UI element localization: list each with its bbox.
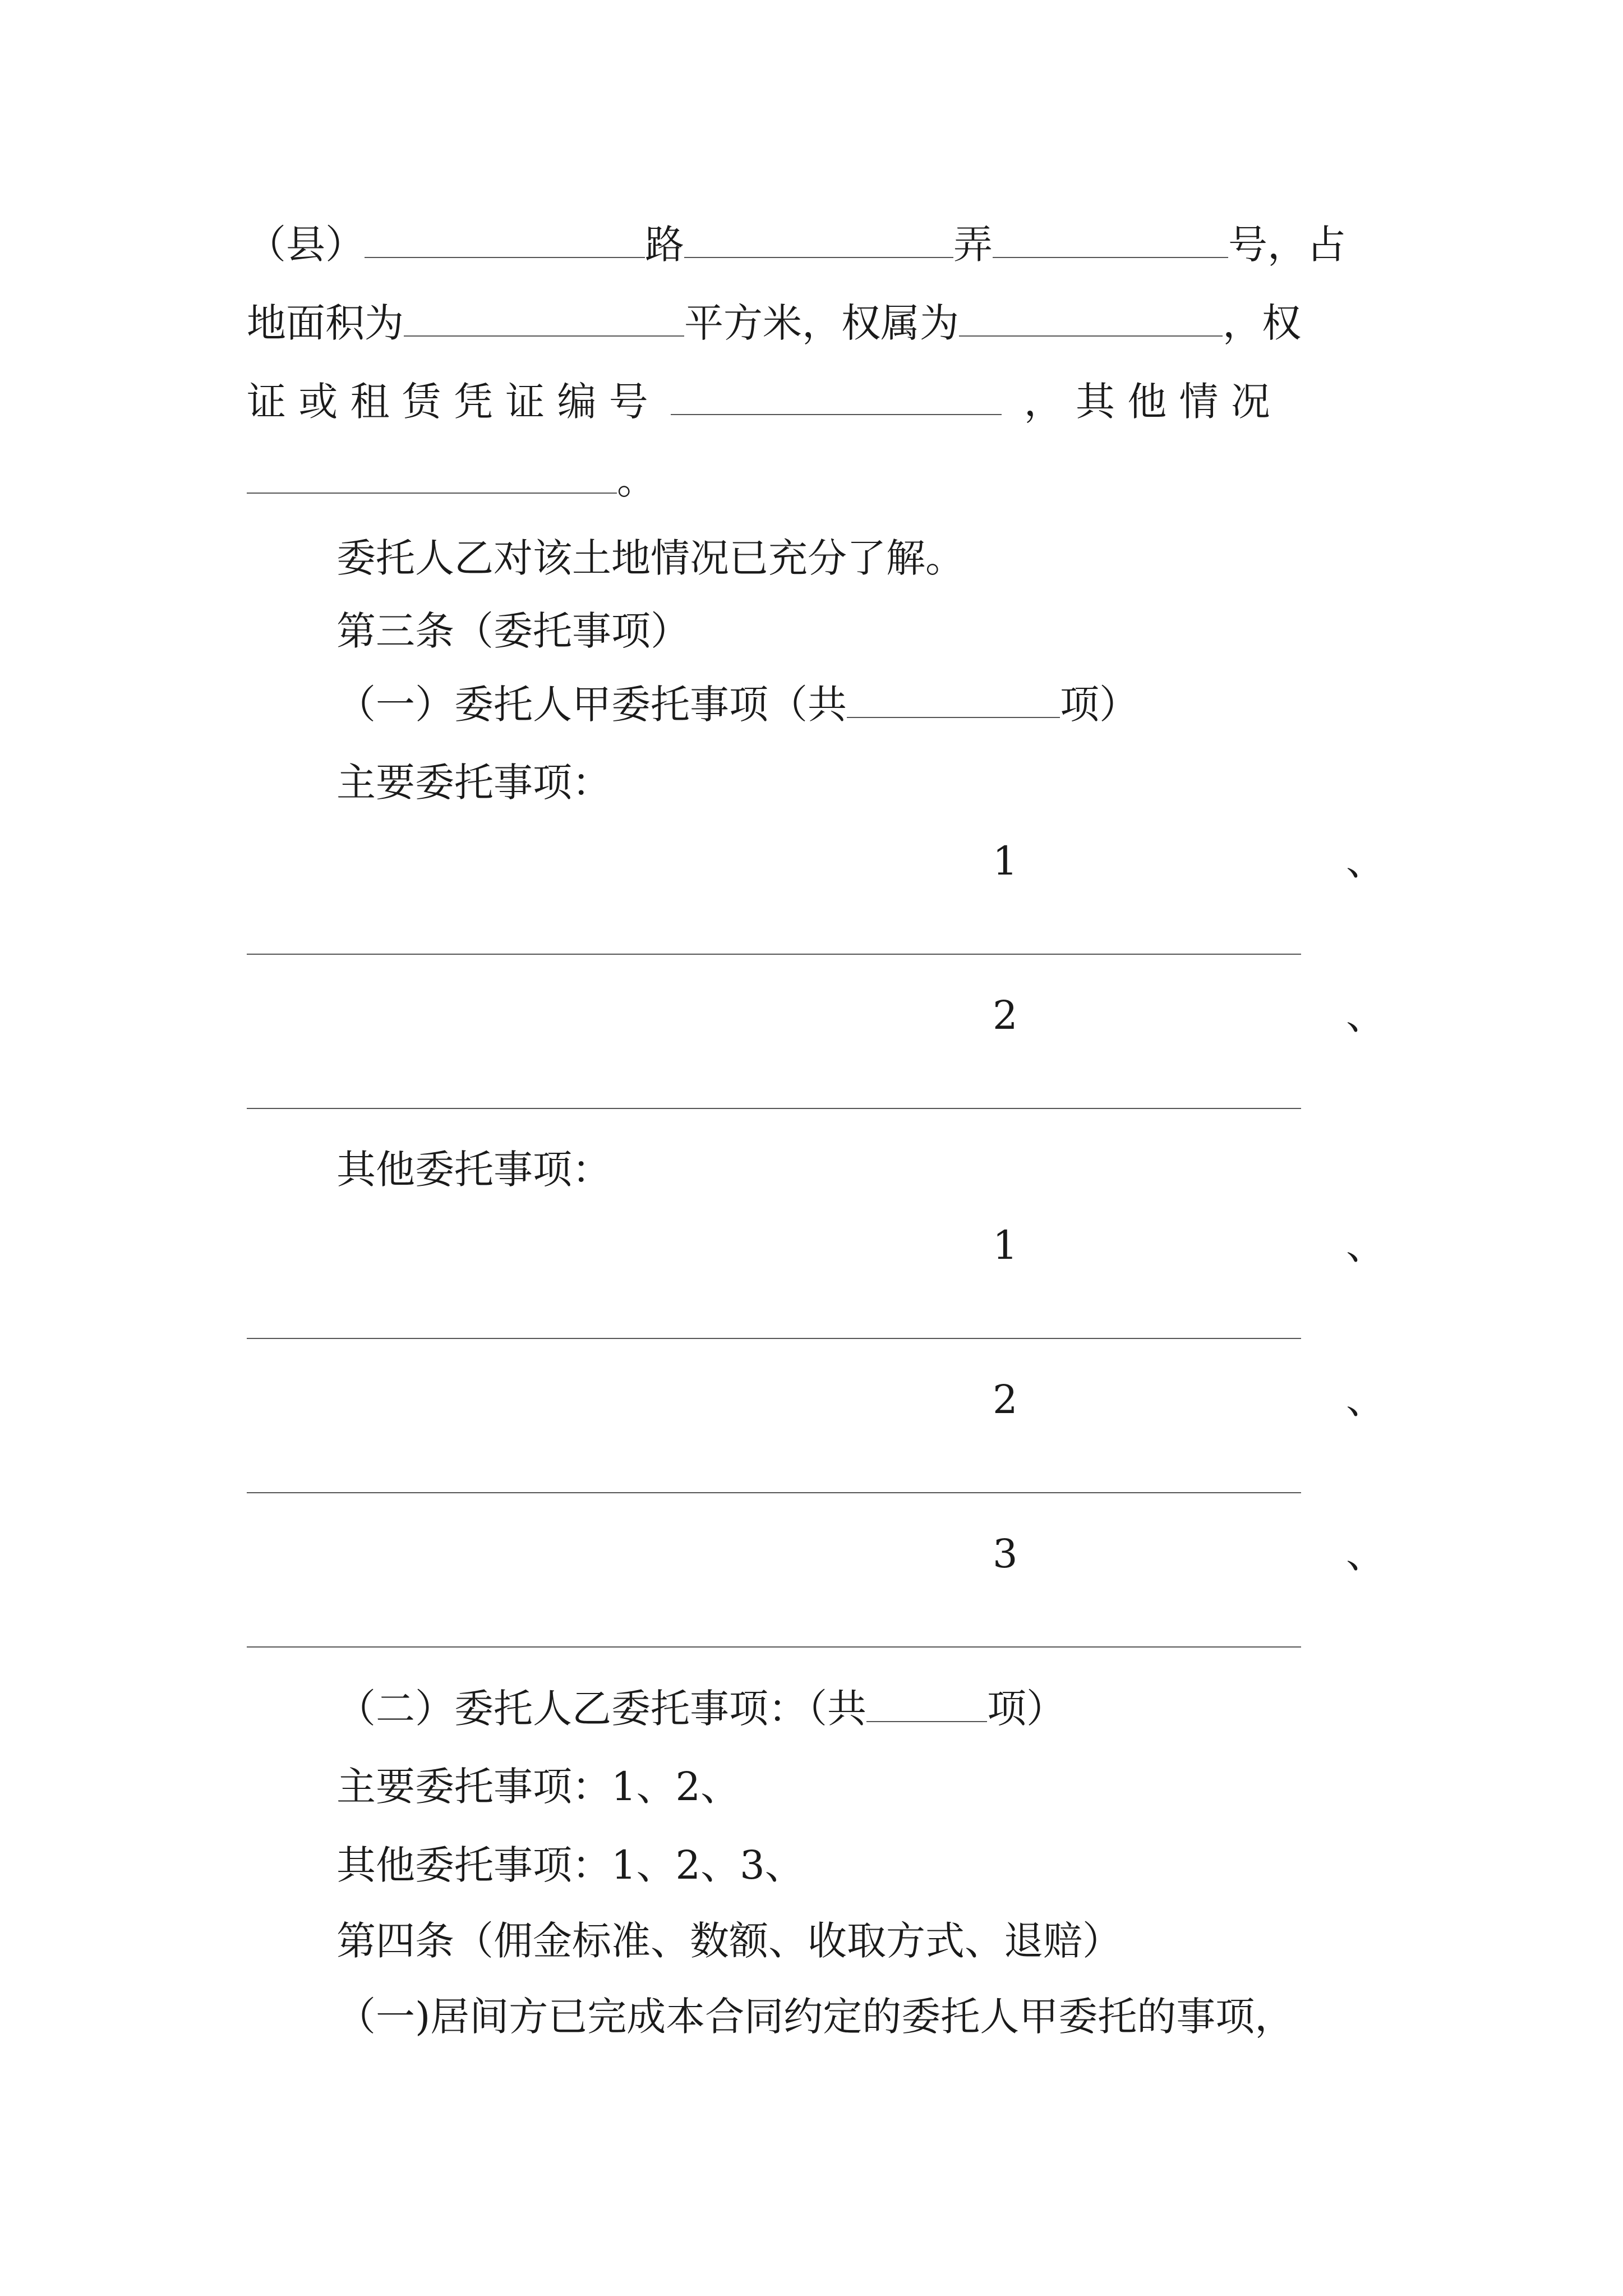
main-item-2-number: 2 (993, 992, 1018, 1038)
main-items-b: 主要委托事项：1、2、 (336, 1764, 740, 1810)
certificate-label: 证 或 租 赁 凭 证 编 号 (247, 379, 648, 425)
area-label: 地面积为 (247, 300, 404, 346)
certificate-blank[interactable] (671, 381, 1002, 415)
other-situation-line (247, 457, 656, 503)
sentence-1: 委托人乙对该土地情况已充分了解。 (336, 535, 965, 581)
section-2-suffix: 项） (987, 1686, 1066, 1732)
area-blank[interactable] (404, 303, 684, 337)
lane-blank[interactable] (993, 224, 1228, 258)
road-blank[interactable] (684, 224, 953, 258)
other-items-b: 其他委托事项：1、2、3、 (336, 1842, 804, 1888)
ownership-label: 平方米，权属为 (684, 300, 959, 346)
main-item-1-mark: 、 (1346, 838, 1385, 884)
other-item-1-fill-line[interactable] (247, 1338, 1301, 1339)
lane-label: 弄 (953, 222, 993, 268)
address-line (247, 222, 1346, 268)
right-label: ，权 (1223, 300, 1301, 346)
section-1-suffix: 项） (1060, 682, 1138, 728)
clause-4-1: （一)居间方已完成本合同约定的委托人甲委托的事项， (336, 1994, 1294, 2040)
road-label: 路 (645, 222, 684, 268)
article-4-heading: 第四条（佣金标准、数额、收取方式、退赔） (336, 1918, 1122, 1964)
other-item-3-mark: 、 (1346, 1531, 1385, 1577)
section-1-count-blank[interactable] (847, 684, 1060, 718)
other-items-label: 其他委托事项： (336, 1147, 611, 1193)
ownership-blank[interactable] (959, 303, 1223, 337)
section-2-prefix: （二）委托人乙委托事项：（共 (336, 1686, 866, 1732)
other-item-2-number: 2 (993, 1377, 1018, 1423)
article-3-heading: 第三条（委托事项） (336, 608, 690, 654)
other-item-2-fill-line[interactable] (247, 1492, 1301, 1493)
section-2-heading (336, 1686, 1066, 1732)
area-line (247, 300, 1301, 346)
section-1-prefix: （一）委托人甲委托事项（共 (336, 682, 847, 728)
other-item-3-number: 3 (993, 1531, 1018, 1577)
section-2-count-blank[interactable] (866, 1688, 987, 1722)
main-items-label: 主要委托事项： (336, 760, 611, 806)
other-situation-blank[interactable] (247, 460, 617, 494)
main-item-1-fill-line[interactable] (247, 954, 1301, 955)
section-1-heading (336, 682, 1138, 728)
number-label: 号，占 (1228, 222, 1346, 268)
other-item-1-mark: 、 (1346, 1222, 1385, 1268)
county-blank[interactable] (365, 224, 645, 258)
period: 。 (617, 457, 656, 503)
other-situation-label: ， 其 他 情 况 (1023, 379, 1270, 425)
main-item-1-number: 1 (993, 838, 1018, 884)
other-item-3-fill-line[interactable] (247, 1646, 1301, 1648)
other-item-2-mark: 、 (1346, 1377, 1385, 1423)
main-item-2-fill-line[interactable] (247, 1108, 1301, 1109)
main-item-2-mark: 、 (1346, 992, 1385, 1038)
county-label: （县） (247, 222, 365, 268)
other-item-1-number: 1 (993, 1222, 1018, 1268)
certificate-line (247, 379, 1270, 425)
